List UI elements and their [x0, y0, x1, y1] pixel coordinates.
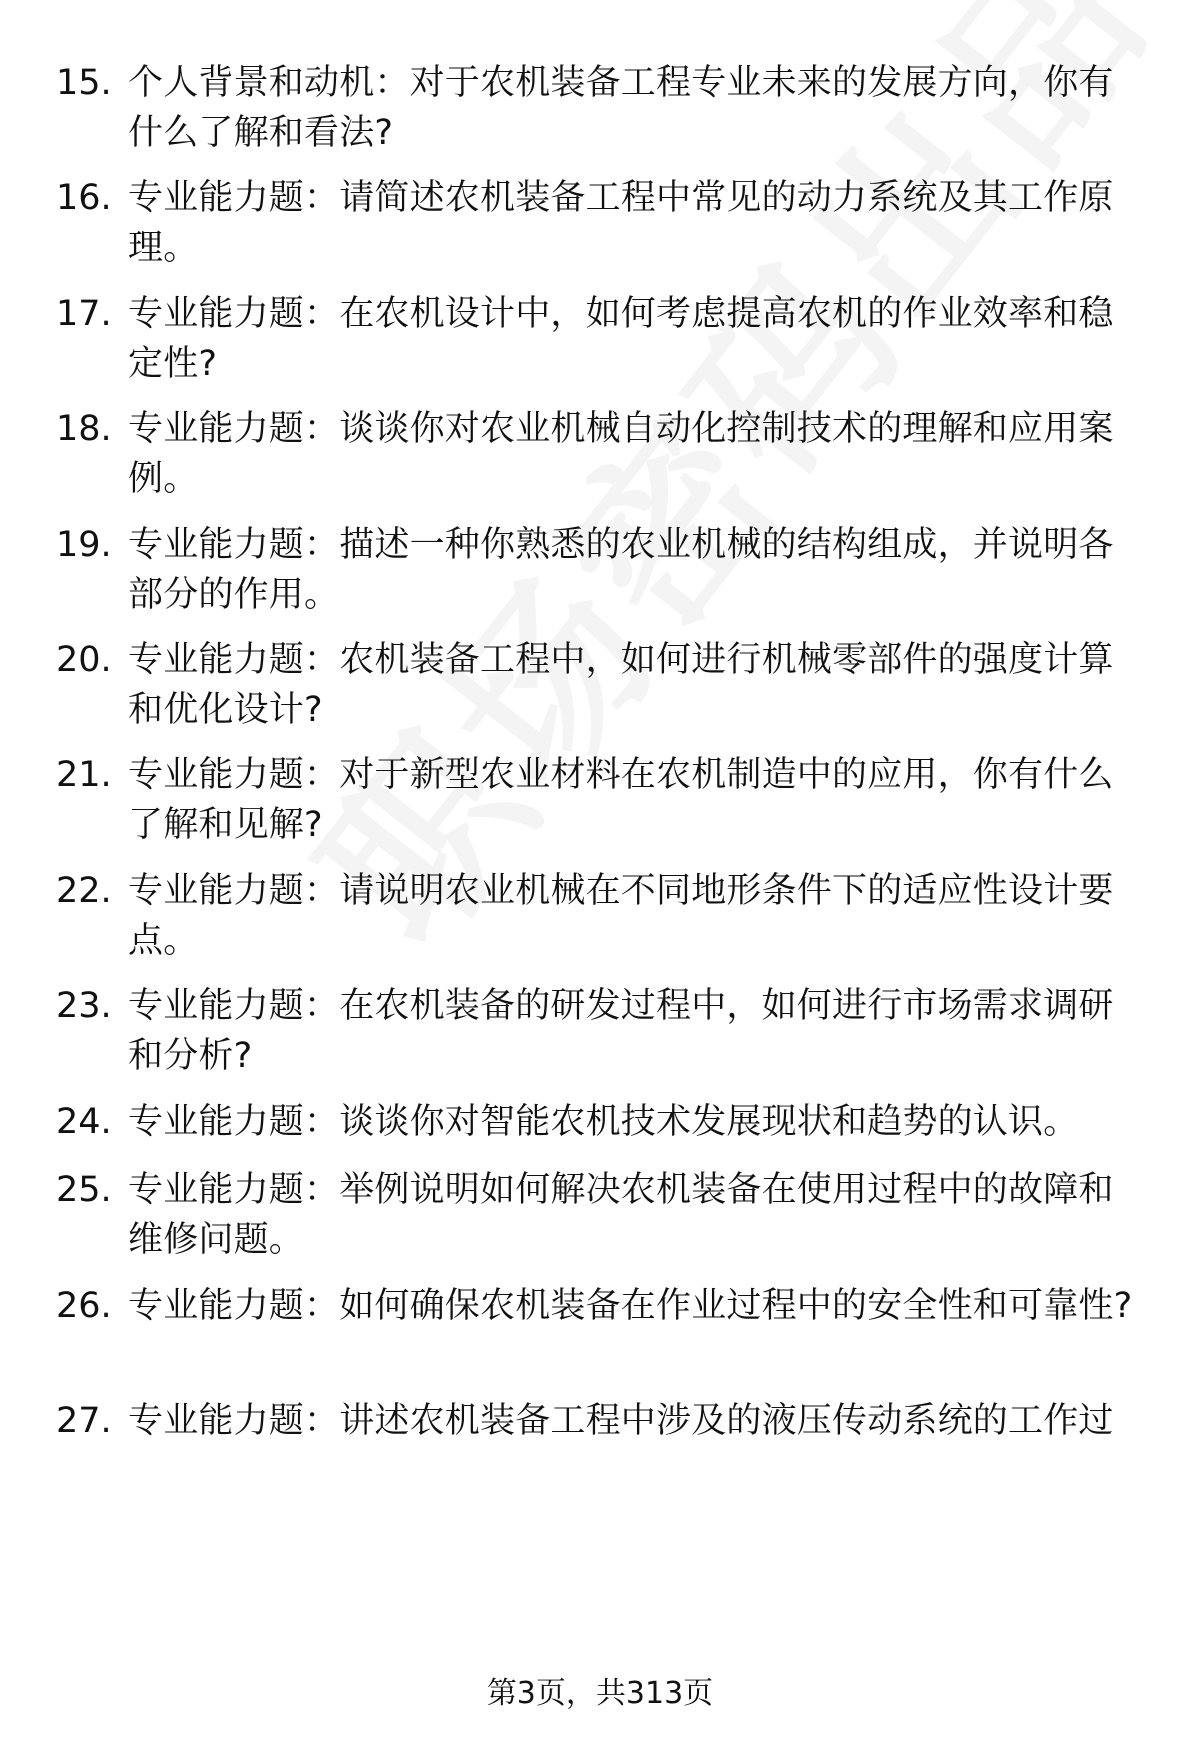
question-text: 专业能力题：讲述农机装备工程中涉及的液压传动系统的工作过: [128, 1401, 1114, 1441]
page-footer: 第3页，共313页: [486, 1676, 714, 1711]
question-text: 个人背景和动机：对于农机装备工程专业未来的发展方向，你有什么了解和看法?: [128, 63, 1114, 153]
question-text: 专业能力题：请说明农业机械在不同地形条件下的适应性设计要点。: [128, 871, 1114, 961]
question-text: 专业能力题：描述一种你熟悉的农业机械的结构组成，并说明各部分的作用。: [128, 525, 1114, 615]
question-number: 22.: [56, 871, 112, 911]
question-number: 26.: [56, 1286, 112, 1326]
question-number: 20.: [56, 640, 112, 680]
question-number: 24.: [56, 1102, 112, 1142]
question-text: 专业能力题：谈谈你对智能农机技术发展现状和趋势的认识。: [128, 1102, 1079, 1142]
question-number: 23.: [56, 986, 112, 1026]
question-text: 专业能力题：谈谈你对农业机械自动化控制技术的理解和应用案例。: [128, 409, 1114, 499]
question-number: 15.: [56, 63, 112, 103]
question-text: 专业能力题：举例说明如何解决农机装备在使用过程中的故障和维修问题。: [128, 1170, 1114, 1260]
question-number: 18.: [56, 409, 112, 449]
question-text: 专业能力题：在农机装备的研发过程中，如何进行市场需求调研和分析?: [128, 986, 1114, 1076]
question-number: 17.: [56, 294, 112, 334]
question-text: 专业能力题：农机装备工程中，如何进行机械零部件的强度计算和优化设计?: [128, 640, 1114, 730]
question-number: 21.: [56, 755, 112, 795]
question-text: 专业能力题：对于新型农业材料在农机制造中的应用，你有什么了解和见解?: [128, 755, 1114, 845]
question-text: 专业能力题：请简述农机装备工程中常见的动力系统及其工作原理。: [128, 178, 1114, 268]
question-number: 27.: [56, 1401, 112, 1441]
question-number: 19.: [56, 525, 112, 565]
question-text: 专业能力题：在农机设计中，如何考虑提高农机的作业效率和稳定性?: [128, 294, 1114, 384]
question-number: 25.: [56, 1170, 112, 1210]
question-text: 专业能力题：如何确保农机装备在作业过程中的安全性和可靠性?: [128, 1286, 1133, 1326]
question-number: 16.: [56, 178, 112, 218]
